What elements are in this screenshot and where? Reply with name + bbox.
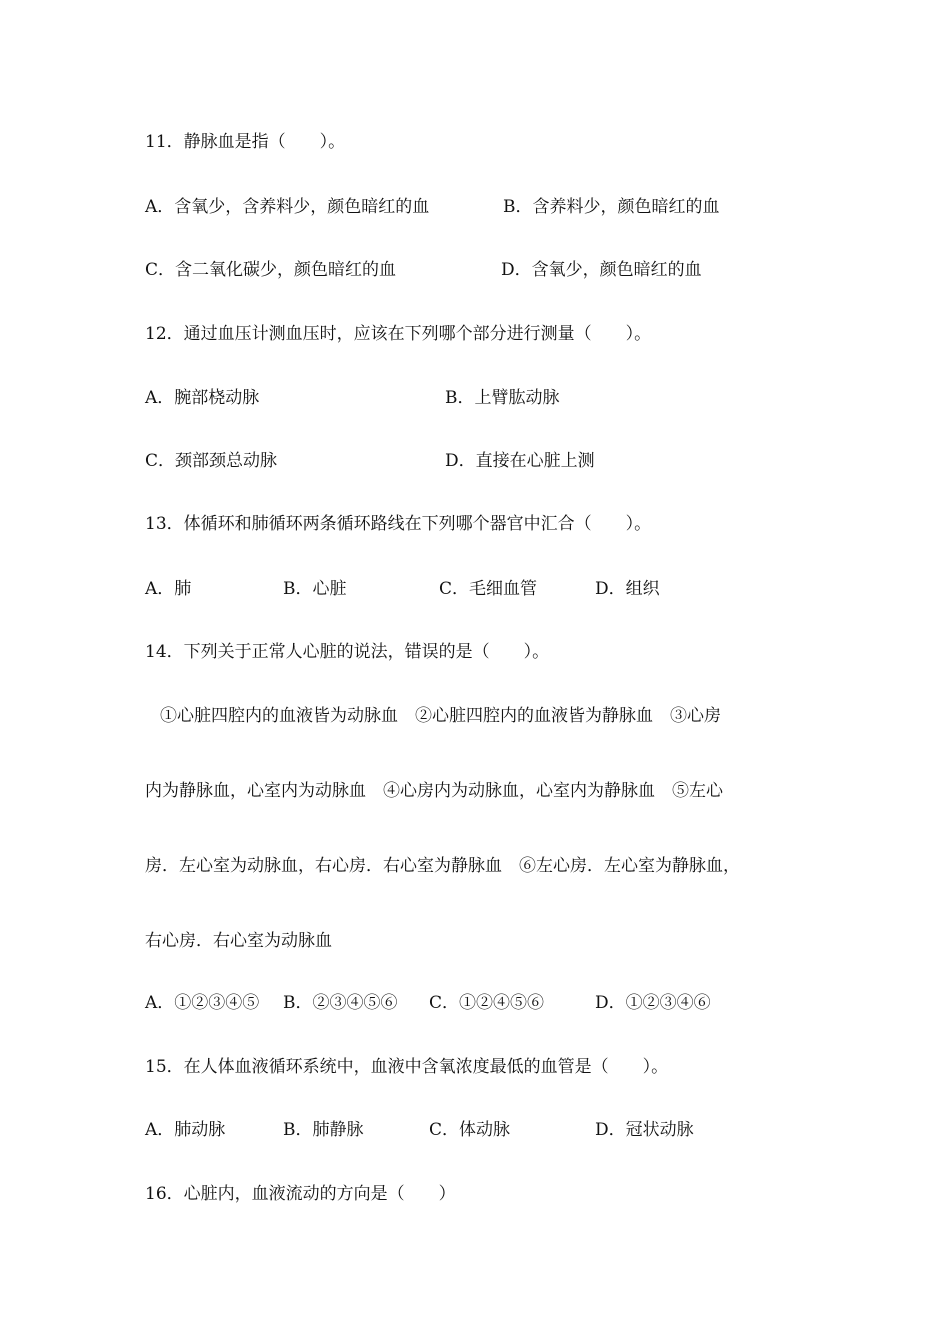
question-12-option-c: C．颈部颈总动脉 (145, 451, 278, 471)
question-11-stem: 11．静脉血是指（ ）。 (145, 132, 346, 152)
question-12-option-d: D．直接在心脏上测 (445, 451, 595, 471)
question-15-option-a: A．肺动脉 (145, 1120, 226, 1140)
question-11-option-c: C．含二氧化碳少，颜色暗红的血 (145, 260, 397, 280)
question-14-stem: 14．下列关于正常人心脏的说法，错误的是（ ）。 (145, 642, 550, 662)
question-14-option-a: A．①②③④⑤ (145, 993, 260, 1013)
question-13-option-b: B．心脏 (283, 579, 347, 599)
question-12-option-b: B．上臂肱动脉 (445, 388, 560, 408)
question-14-body-line-2: 内为静脉血，心室内为动脉血 ④心房内为动脉血，心室内为静脉血 ⑤左心 (145, 781, 723, 801)
question-15-option-c: C．体动脉 (429, 1120, 511, 1140)
question-14-body-line-1: ①心脏四腔内的血液皆为动脉血 ②心脏四腔内的血液皆为静脉血 ③心房 (160, 706, 721, 726)
question-13-stem: 13．体循环和肺循环两条循环路线在下列哪个器官中汇合（ ）。 (145, 514, 652, 534)
question-11-option-b: B．含养料少，颜色暗红的血 (503, 197, 720, 217)
question-15-stem: 15．在人体血液循环系统中，血液中含氧浓度最低的血管是（ ）。 (145, 1057, 669, 1077)
question-11-option-a: A．含氧少，含养料少，颜色暗红的血 (145, 197, 430, 217)
question-14-option-b: B．②③④⑤⑥ (283, 993, 398, 1013)
question-13-option-a: A．肺 (145, 579, 192, 599)
question-15-option-b: B．肺静脉 (283, 1120, 364, 1140)
question-14-body-line-3: 房．左心室为动脉血，右心房．右心室为静脉血 ⑥左心房．左心室为静脉血， (145, 856, 740, 876)
question-12-stem: 12．通过血压计测血压时，应该在下列哪个部分进行测量（ ）。 (145, 324, 652, 344)
question-15-option-d: D．冠状动脉 (595, 1120, 694, 1140)
question-14-option-d: D．①②③④⑥ (595, 993, 711, 1013)
question-12-option-a: A．腕部桡动脉 (145, 388, 260, 408)
question-14-body-line-4: 右心房．右心室为动脉血 (145, 931, 332, 951)
question-14-option-c: C．①②④⑤⑥ (429, 993, 545, 1013)
question-16-stem: 16．心脏内，血液流动的方向是（ ） (145, 1184, 456, 1204)
question-13-option-d: D．组织 (595, 579, 660, 599)
question-11-option-d: D．含氧少，颜色暗红的血 (501, 260, 702, 280)
question-13-option-c: C．毛细血管 (439, 579, 538, 599)
